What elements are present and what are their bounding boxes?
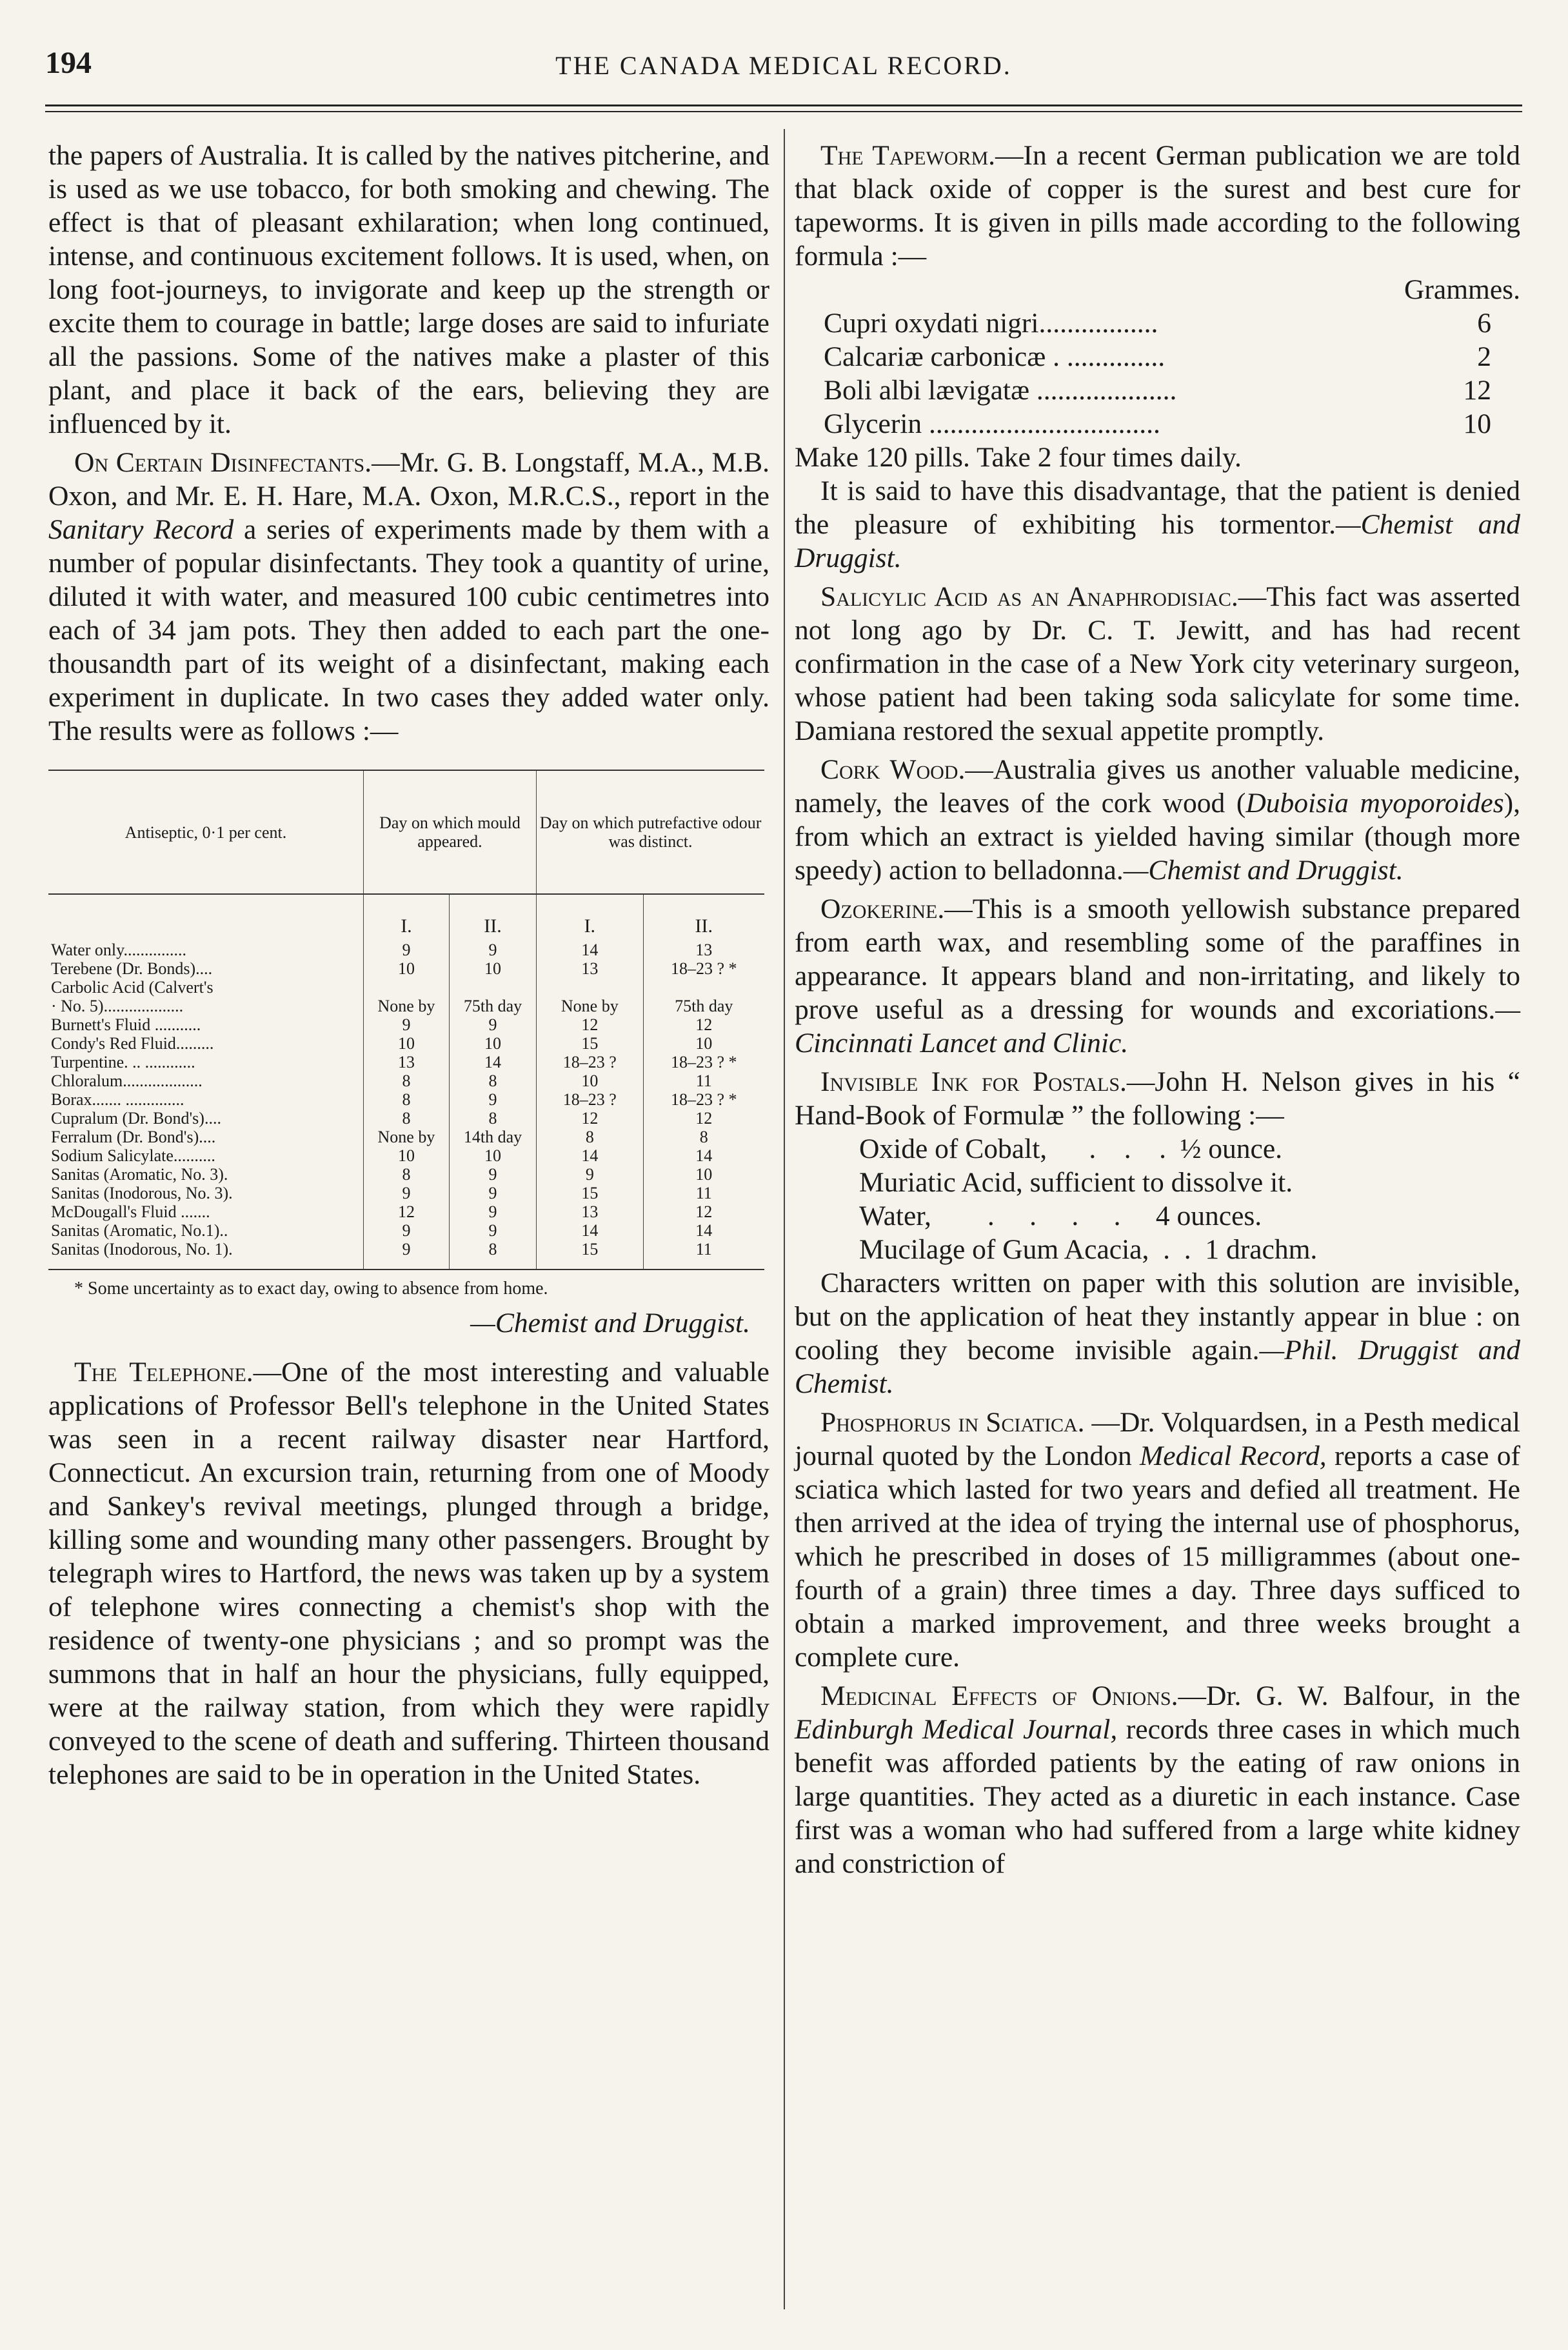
header-rule-thin bbox=[45, 111, 1522, 112]
formula-item bbox=[824, 373, 1491, 407]
heading-sciatica: Phosphorus in Sciatica. bbox=[820, 1407, 1085, 1438]
row-value: None by bbox=[363, 997, 449, 1015]
article-cork-wood: Cork Wood.—Australia gives us another valuable medicine, namely, the leaves of the cork wood (Duboisia myoporoides), from which an extract is yielded having similar (though more speedy) action to belladonna.—Chemist and Druggist. bbox=[795, 754, 1520, 886]
row-value: 8 bbox=[537, 1128, 644, 1146]
table-row bbox=[48, 997, 764, 1015]
row-value: 10 bbox=[643, 1165, 764, 1184]
heading-telephone: The Telephone. bbox=[74, 1357, 253, 1388]
row-value: 9 bbox=[363, 1184, 449, 1202]
article-onions: Medicinal Effects of Onions.—Dr. G. W. Balfour, in the Edinburgh Medical Journal, records three cases in which much benefit was afforded patients by the eating of raw onions in large quantities. They acted as a diuretic in each instance. Case first was a woman who had suffered from a large white kidney and constriction of bbox=[795, 1680, 1520, 1879]
row-value: 12 bbox=[643, 1109, 764, 1128]
row-value: 9 bbox=[449, 1090, 536, 1109]
row-value bbox=[449, 978, 536, 997]
recipe-line: Water, . . . . 4 ounces. bbox=[859, 1200, 1262, 1231]
row-antiseptic-name: Sanitas (Inodorous, No. 1). bbox=[48, 1240, 363, 1270]
row-antiseptic-name: Burnett's Fluid ........... bbox=[51, 1015, 201, 1034]
page-header bbox=[45, 45, 1522, 90]
recipe-line: Muriatic Acid, sufficient to dissolve it. bbox=[859, 1167, 1293, 1198]
row-value: 14 bbox=[537, 1146, 644, 1165]
ingredient-name: Glycerin ................................. bbox=[824, 408, 1160, 439]
recipe-line: Mucilage of Gum Acacia, . . 1 drachm. bbox=[859, 1234, 1318, 1265]
row-value: 8 bbox=[643, 1128, 764, 1146]
row-antiseptic-name: McDougall's Fluid ....... bbox=[51, 1202, 210, 1221]
row-value: 14 bbox=[643, 1221, 764, 1240]
row-value: 75th day bbox=[643, 997, 764, 1015]
row-antiseptic-name: Water only............... bbox=[51, 941, 186, 959]
article-invisible-ink: Invisible Ink for Postals.—John H. Nelson gives in his “ Hand-Book of Formulæ ” the following :— bbox=[795, 1066, 1520, 1131]
row-value: 10 bbox=[643, 1034, 764, 1053]
row-antiseptic-name: Carbolic Acid (Calvert's bbox=[51, 978, 213, 997]
ingredient-quantity: 2 bbox=[1477, 341, 1491, 372]
table-row bbox=[48, 1034, 764, 1053]
table-row bbox=[48, 1165, 764, 1184]
ingredient-quantity: 12 bbox=[1463, 375, 1491, 406]
row-value: 9 bbox=[449, 1221, 536, 1240]
row-value: None by bbox=[363, 1128, 449, 1146]
table-row bbox=[48, 1109, 764, 1128]
row-value: 9 bbox=[449, 1015, 536, 1034]
row-value: 13 bbox=[363, 1053, 449, 1071]
row-value: 9 bbox=[449, 1202, 536, 1221]
table-row bbox=[48, 1090, 764, 1109]
row-value: 12 bbox=[363, 1202, 449, 1221]
row-value: 13 bbox=[537, 1202, 644, 1221]
table-row bbox=[48, 1202, 764, 1221]
article-sciatica: Phosphorus in Sciatica. —Dr. Volquardsen, in a Pesth medical journal quoted by the London Medical Record, reports a case of sciatica which lasted for two years and defied all treatment. He then arrived at the idea of trying the internal use of phosphorus, which he prescribed in doses of 15 milligrammes (about one-fourth of a grain) three times a day. Three days sufficed to obtain a marked improvement, and three weeks brought a complete cure. bbox=[795, 1407, 1521, 1673]
row-value: 10 bbox=[449, 1034, 536, 1053]
sub-header: I. bbox=[363, 894, 449, 941]
article-pitcherine: the papers of Australia. It is called by the natives pitcherine, and is used as we use tobacco, for both smoking and chewing. The effect is that of pleasant exhilaration; when long continued, intense, and continuous excitement follows. It is used, when, on long foot-journeys, to invigorate and keep up the strength or excite them to courage in battle; large doses are said to infuriate all the passions. Some of the natives make a plaster of this plant, and place it back of the ears, believing they are influenced by it. bbox=[48, 140, 769, 439]
row-value: 13 bbox=[537, 959, 644, 978]
ink-recipe bbox=[859, 1132, 1520, 1266]
article-tapeworm: The Tapeworm.—In a recent German publication we are told that black oxide of copper is the surest and best cure for tapeworms. It is given in pills made according to the following formula :— bbox=[795, 140, 1520, 272]
row-value: 14th day bbox=[449, 1128, 536, 1146]
table-body bbox=[48, 941, 764, 1270]
row-antiseptic-name: Borax....... .............. bbox=[51, 1090, 184, 1109]
row-value: 8 bbox=[363, 1165, 449, 1184]
row-antiseptic-name: Sanitas (Inodorous, No. 3). bbox=[51, 1184, 233, 1202]
row-value: 12 bbox=[537, 1109, 644, 1128]
formula-item bbox=[824, 407, 1491, 441]
row-antiseptic-name: Terebene (Dr. Bonds).... bbox=[51, 959, 213, 978]
page-number: 194 bbox=[45, 46, 92, 80]
row-value: 18–23 ? * bbox=[643, 959, 764, 978]
table-row bbox=[48, 1240, 764, 1270]
article-telephone: The Telephone.—One of the most interesting and valuable applications of Professor Bell's telephone in the United States was seen in a recent railway disaster near Hartford, Connecticut. An excursion train, returning from one of Moody and Sankey's revival meetings, plunged through a bridge, killing some and wounding many other passengers. Brought by telegraph wires to Hartford, the news was taken up by a system of telephone wires connecting a chemist's shop with the residence of twenty-one physicians ; and so prompt was the summons that in half an hour the physicians, fully equipped, were at the railway station, from which they were rapidly conveyed to the scene of death and suffering. Thirteen thousand telephones are said to be in operation in the United States. bbox=[48, 1357, 769, 1790]
row-value: 10 bbox=[363, 1146, 449, 1165]
table-row bbox=[48, 1071, 764, 1090]
running-title: THE CANADA MEDICAL RECORD. bbox=[555, 51, 1012, 80]
row-value: 15 bbox=[537, 1184, 644, 1202]
row-value: 9 bbox=[449, 941, 536, 959]
row-value: 9 bbox=[363, 941, 449, 959]
article-ozokerine: Ozokerine.—This is a smooth yellowish substance prepared from earth wax, and resembling some of the paraffines in appearance. It appears bland and non-irritating, and likely to prove useful as a dressing for wounds and excoriations.—Cincinnati Lancet and Clinic. bbox=[795, 893, 1520, 1059]
row-value: 9 bbox=[363, 1015, 449, 1034]
row-value: 10 bbox=[449, 959, 536, 978]
heading-onions: Medicinal Effects of Onions. bbox=[820, 1680, 1178, 1711]
row-value: 9 bbox=[449, 1165, 536, 1184]
table-row bbox=[48, 1128, 764, 1146]
sub-header: I. bbox=[537, 894, 644, 941]
row-value: 8 bbox=[449, 1240, 536, 1270]
header-rule bbox=[45, 105, 1522, 106]
row-value: 11 bbox=[643, 1240, 764, 1270]
row-value: 9 bbox=[537, 1165, 644, 1184]
col-odour: Day on which putrefactive odour was distinct. bbox=[537, 770, 764, 894]
col-mould: Day on which mould appeared. bbox=[363, 770, 536, 894]
row-value bbox=[643, 978, 764, 997]
row-antiseptic-name: Sanitas (Aromatic, No. 3). bbox=[51, 1165, 228, 1184]
table-row bbox=[48, 978, 764, 997]
table-footnote: * Some uncertainty as to exact day, owing to absence from home. bbox=[74, 1279, 548, 1299]
row-value: 8 bbox=[363, 1071, 449, 1090]
row-antiseptic-name: Condy's Red Fluid......... bbox=[51, 1034, 214, 1053]
row-value: 8 bbox=[449, 1071, 536, 1090]
tapeworm-directions: Make 120 pills. Take 2 four times daily. bbox=[795, 442, 1242, 473]
ingredient-quantity: 6 bbox=[1477, 308, 1491, 339]
article-disinfectants: On Certain Disinfectants.—Mr. G. B. Longstaff, M.A., M.B. Oxon, and Mr. E. H. Hare, M.A. Oxon, M.R.C.S., report in the Sanitary Record a series of experiments made by them with a number of popular disinfectants. They took a quantity of urine, diluted it with water, and measured 100 cubic centimetres into each of 34 jam pots. They then added to each part the one-thousandth part of its weight of a disinfectant, making each experiment in duplicate. In two cases they added water only. The results were as follows :— bbox=[48, 447, 769, 746]
row-value: 18–23 ? bbox=[537, 1053, 644, 1071]
row-antiseptic-name: Cupralum (Dr. Bond's).... bbox=[51, 1109, 221, 1128]
row-antiseptic-name: Sodium Salicylate.......... bbox=[51, 1146, 215, 1165]
row-value: 75th day bbox=[449, 997, 536, 1015]
row-value: 18–23 ? bbox=[537, 1090, 644, 1109]
sub-header: II. bbox=[643, 894, 764, 941]
heading-tapeworm: The Tapeworm. bbox=[820, 140, 996, 171]
row-value: None by bbox=[537, 997, 644, 1015]
col-antiseptic: Antiseptic, 0·1 per cent. bbox=[48, 770, 363, 894]
row-value: 18–23 ? * bbox=[643, 1090, 764, 1109]
table-row bbox=[48, 1053, 764, 1071]
right-column bbox=[795, 139, 1520, 1880]
row-antiseptic-name: Sanitas (Aromatic, No.1).. bbox=[51, 1221, 228, 1240]
row-value: 8 bbox=[363, 1109, 449, 1128]
table-row bbox=[48, 1184, 764, 1202]
left-column bbox=[48, 139, 769, 1791]
heading-invisible-ink: Invisible Ink for Postals. bbox=[820, 1066, 1127, 1097]
formula-item bbox=[824, 340, 1491, 373]
row-antiseptic-name: · No. 5)................... bbox=[51, 997, 184, 1015]
table-row bbox=[48, 1221, 764, 1240]
row-value: 15 bbox=[537, 1034, 644, 1053]
ink-note: Characters written on paper with this solution are invisible, but on the application of heat they instantly appear in blue : on cooling they become invisible again.—Phil. Druggist and Chemist. bbox=[795, 1268, 1520, 1399]
row-value: 12 bbox=[537, 1015, 644, 1034]
heading-disinfectants: On Certain Disinfectants. bbox=[74, 447, 372, 478]
row-value bbox=[363, 978, 449, 997]
heading-salicylic: Salicylic Acid as an Anaphrodisiac. bbox=[820, 581, 1238, 612]
row-antiseptic-name: Chloralum................... bbox=[51, 1071, 203, 1090]
ingredient-name: Boli albi lævigatæ .................... bbox=[824, 375, 1177, 406]
table-source: —Chemist and Druggist. bbox=[470, 1308, 750, 1339]
row-value: 9 bbox=[449, 1184, 536, 1202]
heading-ozokerine: Ozokerine. bbox=[820, 893, 945, 924]
table-row bbox=[48, 959, 764, 978]
row-antiseptic-name: Turpentine. .. ............ bbox=[51, 1053, 195, 1071]
row-value: 14 bbox=[449, 1053, 536, 1071]
tapeworm-note: It is said to have this disadvantage, that the patient is denied the pleasure of exhibiting his tormentor.—Chemist and Druggist. bbox=[795, 475, 1520, 573]
row-value: 9 bbox=[363, 1221, 449, 1240]
row-value: 10 bbox=[363, 959, 449, 978]
row-value: 10 bbox=[449, 1146, 536, 1165]
row-value: 9 bbox=[363, 1240, 449, 1270]
row-antiseptic-name: Ferralum (Dr. Bond's).... bbox=[51, 1128, 216, 1146]
row-value: 8 bbox=[363, 1090, 449, 1109]
ingredient-name: Calcariæ carbonicæ . .............. bbox=[824, 341, 1166, 372]
heading-cork-wood: Cork Wood. bbox=[820, 754, 966, 785]
column-divider bbox=[784, 129, 785, 2309]
row-value: 13 bbox=[643, 941, 764, 959]
row-value: 10 bbox=[537, 1071, 644, 1090]
row-value bbox=[537, 978, 644, 997]
article-salicylic: Salicylic Acid as an Anaphrodisiac.—This fact was asserted not long ago by Dr. C. T. Jewitt, and has had recent confirmation in the case of a New York city veterinary surgeon, whose patient had been taking soda salicylate for some time. Damiana restored the sexual appetite promptly. bbox=[795, 581, 1520, 746]
row-value: 11 bbox=[643, 1071, 764, 1090]
row-value: 14 bbox=[537, 941, 644, 959]
formula-item bbox=[824, 306, 1491, 340]
table-row bbox=[48, 1015, 764, 1034]
sub-header: II. bbox=[449, 894, 536, 941]
row-value: 14 bbox=[537, 1221, 644, 1240]
row-value: 8 bbox=[449, 1109, 536, 1128]
table-row bbox=[48, 1146, 764, 1165]
formula-unit: Grammes. bbox=[1404, 274, 1520, 305]
disinfectant-results-table bbox=[48, 770, 764, 1270]
tapeworm-formula bbox=[824, 306, 1491, 441]
row-value: 15 bbox=[537, 1240, 644, 1270]
row-value: 18–23 ? * bbox=[643, 1053, 764, 1071]
row-value: 12 bbox=[643, 1015, 764, 1034]
row-value: 12 bbox=[643, 1202, 764, 1221]
row-value: 10 bbox=[363, 1034, 449, 1053]
ingredient-quantity: 10 bbox=[1463, 408, 1491, 439]
table-row bbox=[48, 941, 764, 959]
row-value: 11 bbox=[643, 1184, 764, 1202]
ingredient-name: Cupri oxydati nigri................. bbox=[824, 308, 1158, 339]
recipe-line: Oxide of Cobalt, . . . ½ ounce. bbox=[859, 1133, 1283, 1164]
row-value: 14 bbox=[643, 1146, 764, 1165]
